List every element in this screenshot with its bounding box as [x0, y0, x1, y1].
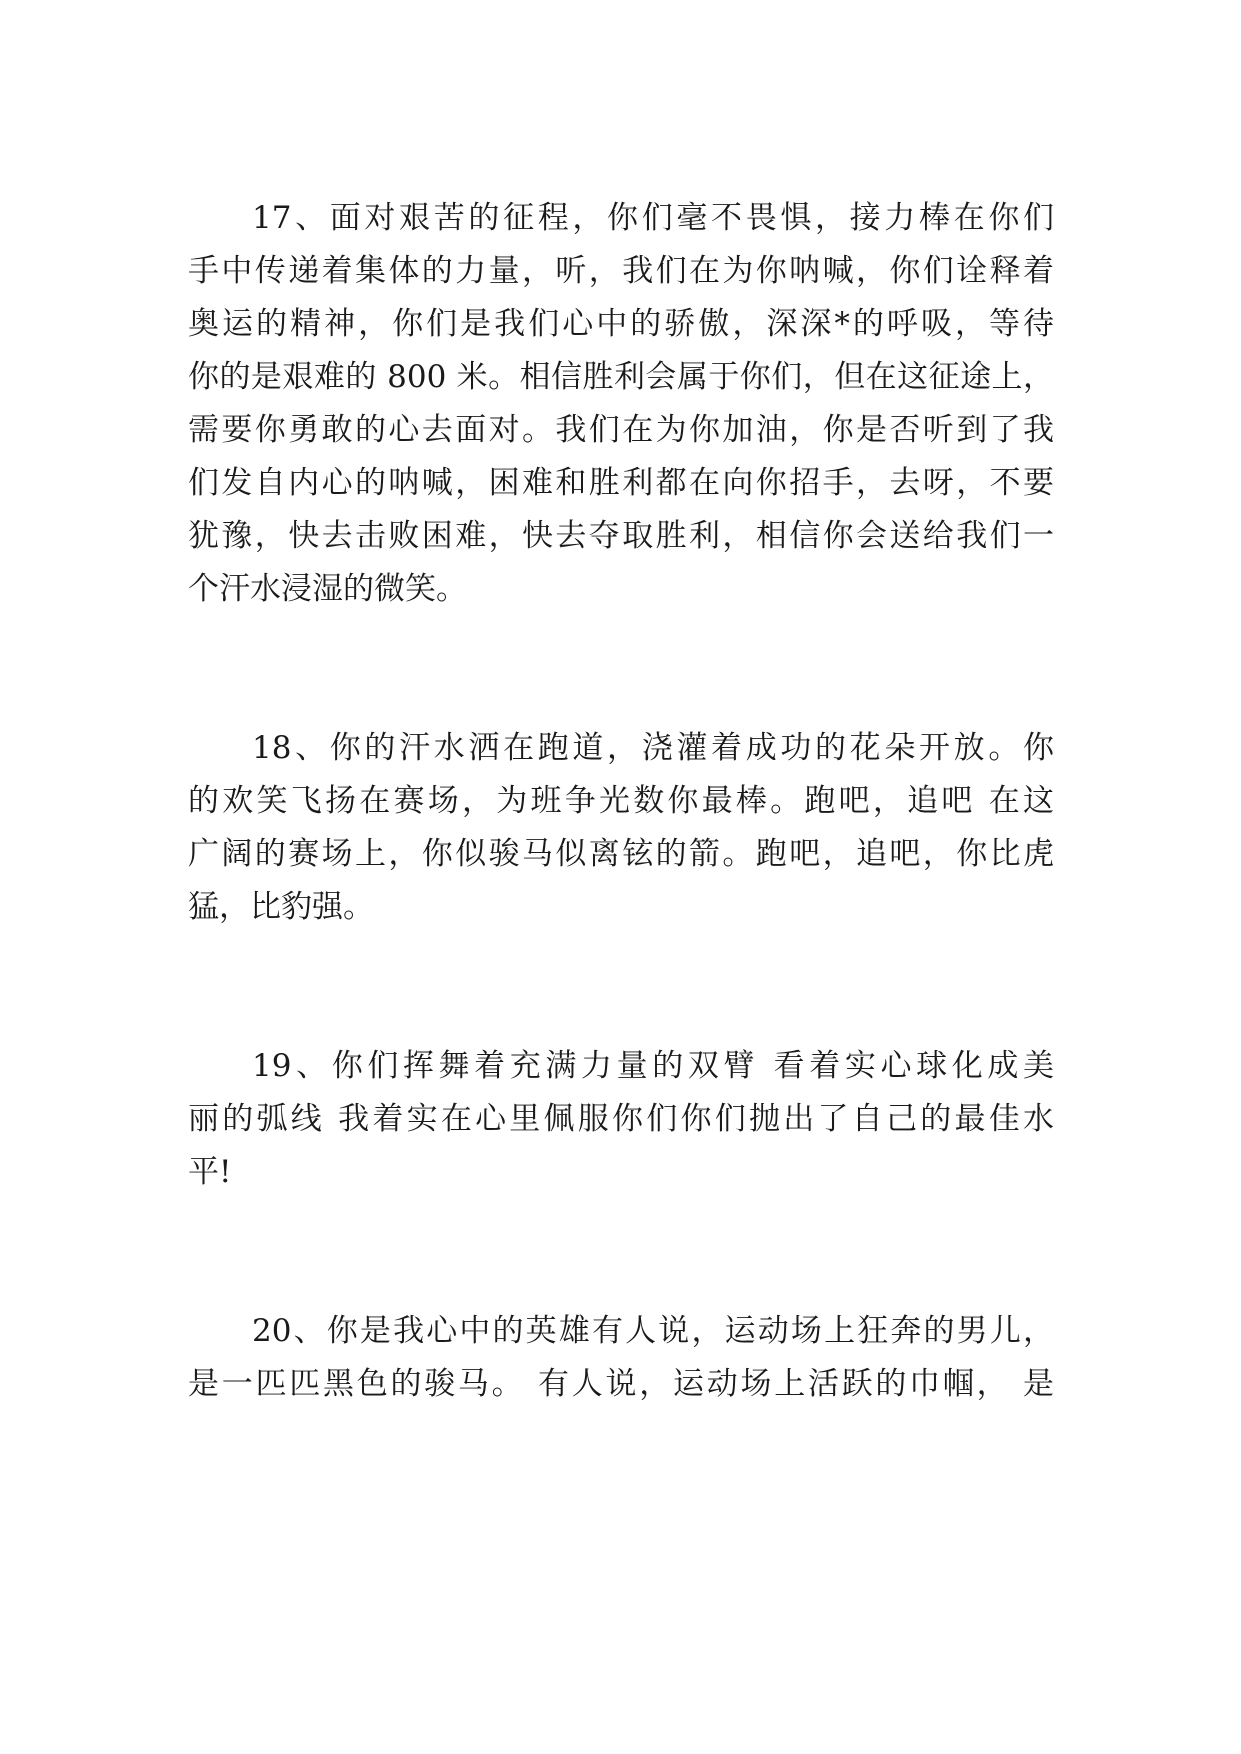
text-line: 奥运的精神，你们是我们心中的骄傲，深深*的呼吸，等待 — [188, 306, 1054, 342]
text-line: 20、你是我心中的英雄有人说，运动场上狂奔的男儿， — [252, 1313, 1054, 1349]
text-line: 们发自内心的呐喊，困难和胜利都在向你招手，去呀，不要 — [188, 465, 1054, 501]
text-line: 个汗水浸湿的微笑。 — [188, 571, 467, 607]
text-line: 犹豫，快去击败困难，快去夺取胜利，相信你会送给我们一 — [188, 518, 1054, 554]
text-line: 17、面对艰苦的征程，你们毫不畏惧，接力棒在你们 — [252, 200, 1054, 236]
text-line: 平! — [188, 1154, 232, 1190]
text-line: 18、你的汗水洒在跑道，浇灌着成功的花朵开放。你 — [252, 730, 1054, 766]
text-line: 19、你们挥舞着充满力量的双臂 看着实心球化成美 — [252, 1048, 1054, 1084]
text-line: 你的是艰难的 800 米。相信胜利会属于你们，但在这征途上， — [188, 359, 1054, 395]
text-line: 的欢笑飞扬在赛场，为班争光数你最棒。跑吧，追吧 在这 — [188, 783, 1054, 819]
text-line: 手中传递着集体的力量，听，我们在为你呐喊，你们诠释着 — [188, 253, 1054, 289]
text-line: 是一匹匹黑色的骏马。 有人说，运动场上活跃的巾帼， 是 — [188, 1366, 1054, 1402]
text-line: 猛，比豹强。 — [188, 889, 374, 925]
text-line: 需要你勇敢的心去面对。我们在为你加油，你是否听到了我 — [188, 412, 1054, 448]
text-line: 丽的弧线 我着实在心里佩服你们你们抛出了自己的最佳水 — [188, 1101, 1054, 1137]
text-line: 广阔的赛场上，你似骏马似离铉的箭。跑吧，追吧，你比虎 — [188, 836, 1054, 872]
